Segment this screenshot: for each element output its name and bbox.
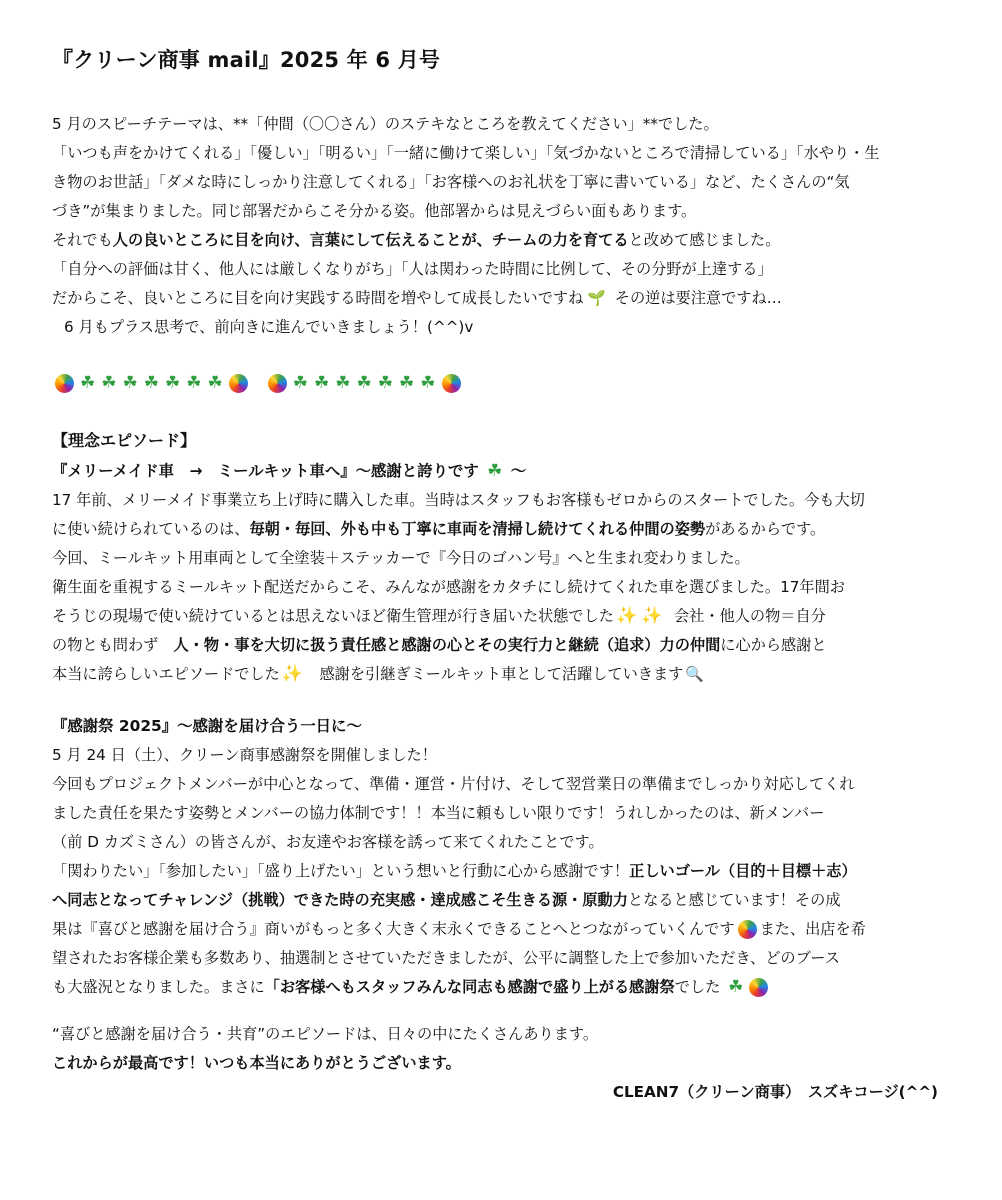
episode-2-line-6-emphasis: へ同志となってチャレンジ（挑戦）できた時の充実感・達成感こそ生きる源・原動力 (52, 891, 628, 909)
closing-line-2: これからが最高です！いつも本当にありがとうございます。 (52, 1054, 461, 1072)
episode-1-line-5b: 会社・他人の物＝自分 (673, 607, 826, 625)
intro-line-5c: と改めて感じました。 (628, 231, 781, 249)
episode-2-line-9c: でした (674, 978, 721, 996)
episode-2-line-2: 今回もプロジェクトメンバーが中心となって、準備・運営・片付け、そして翌営業日の準備までしっかり対応してくれ (52, 775, 855, 793)
episode-2-line-7b: また、出店を希 (759, 920, 866, 938)
decorative-divider (52, 370, 958, 396)
clover-icon: ☘ (101, 372, 117, 393)
episode-2-line-1: 5 月 24 日（土）、クリーン商事感謝祭を開催しました！ (52, 746, 437, 764)
intro-line-7a: だからこそ、良いところに目を向け実践する時間を増やして成長したいですね (52, 289, 584, 307)
intro-line-5 (52, 226, 958, 255)
section-heading: 【理念エピソード】 (52, 431, 197, 450)
rainbow-icon (268, 374, 287, 393)
episode-1-heading-tail: ～ (510, 462, 527, 480)
episode-1-line-7b: 感謝を引継ぎミールキット車として活躍していきます (319, 665, 684, 683)
intro-line-1: 5 月のスピーチテーマは、**「仲間（〇〇さん）のステキなところを教えてください」**でした。 (52, 115, 719, 133)
episode-1-heading (52, 456, 958, 486)
episode-1-line-5a: そうじの現場で使い続けているとは思えないほど衛生管理が行き届いた状態でした (52, 607, 614, 625)
rainbow-icon (749, 978, 768, 997)
episode-2-line-3: ました責任を果たす姿勢とメンバーの協力体制です！！本当に頼もしい限りです！うれしかったのは、新メンバー (52, 804, 825, 822)
rainbow-icon (442, 374, 461, 393)
clover-icon: ☘ (399, 372, 415, 393)
signature: CLEAN7（クリーン商事） スズキコージ(^^) (612, 1083, 938, 1101)
intro-line-5-emphasis: 人の良いところに目を向け、言葉にして伝えることが、チームの力を育てる (112, 231, 629, 249)
episode-2-line-5a: 「関わりたい」「参加したい」「盛り上げたい」という想いと行動に心から感謝です！ (52, 862, 630, 880)
episode-2-line-9-emphasis: 「お客様へもスタッフみんな同志も感謝で盛り上がる感謝祭 (264, 978, 675, 996)
intro-line-4: づき”が集まりました。同じ部署だからこそ分かる姿。他部署からは見えづらい面もあります。 (52, 202, 697, 220)
clover-icon: ☘ (314, 372, 330, 393)
clover-icon: ☘ (80, 372, 96, 393)
clover-icon: ☘ (420, 372, 436, 393)
episode-2-line-7a: 果は『喜びと感謝を届け合う』商いがもっと多く大きく末永くできることへとつながっていくんです (52, 920, 735, 938)
intro-line-3: き物のお世話」「ダメな時にしっかり注意してくれる」「お客様へのお礼状を丁寧に書いている」など、たくさんの“気 (52, 173, 850, 191)
intro-line-7b: その逆は要注意ですね… (614, 289, 782, 307)
episode-1-line-1: 17 年前、メリーメイド事業立ち上げ時に購入した車。当時はスタッフもお客様もゼロからのスタートでした。今も大切 (52, 491, 865, 509)
clover-icon: ☘ (186, 372, 202, 393)
episode-1-line-2-emphasis: 毎朝・毎回、外も中も丁寧に車両を清掃し続けてくれる仲間の姿勢 (249, 520, 706, 538)
closing-line-1: “喜びと感謝を届け合う・共育”のエピソードは、日々の中にたくさんあります。 (52, 1025, 599, 1043)
rainbow-icon (229, 374, 248, 393)
episode-2-line-9a: も大盛況となりました。まさに (52, 978, 265, 996)
episode-1-line-5 (52, 602, 958, 631)
clover-icon: ☘ (165, 372, 181, 393)
seedling-icon: 🌱 (587, 289, 606, 307)
clover-icon: ☘ (377, 372, 393, 393)
magnifier-icon: 🔍 (685, 665, 705, 683)
philosophy-section (52, 426, 958, 689)
episode-1-line-4: 衛生面を重視するミールキット配送だからこそ、みんなが感謝をカタチにし続けてくれた車を選びました。17年間お (52, 578, 845, 596)
closing-section (52, 1020, 958, 1107)
episode-2-line-5-emphasis: 正しいゴール（目的＋目標＋志） (629, 862, 857, 880)
intro-line-8: 6 月もプラス思考で、前向きに進んでいきましょう！(^^)v (64, 318, 474, 336)
clover-icon: ☘ (122, 372, 138, 393)
clover-icon: ☘ (143, 372, 159, 393)
episode-1-line-6c: に心から感謝と (720, 636, 827, 654)
sparkle-icon: ✨ (641, 606, 663, 626)
rainbow-icon (55, 374, 74, 393)
episode-2-line-6 (52, 886, 958, 915)
episode-1-line-2 (52, 515, 958, 544)
rainbow-icon (738, 920, 757, 939)
episode-1-line-7a: 本当に誇らしいエピソードでした (52, 665, 280, 683)
divider-group-2 (265, 374, 464, 393)
episode-1-line-3: 今回、ミールキット用車両として全塗装＋ステッカーで『今日のゴハン号』へと生まれ変わりました。 (52, 549, 750, 567)
thanks-festival-section (52, 711, 958, 1002)
episode-1-line-7 (52, 660, 958, 689)
newsletter-title: 『クリーン商事 mail』2025 年 6 月号 (52, 48, 441, 72)
divider-group-1 (52, 374, 251, 393)
intro-line-5a: それでも (52, 231, 113, 249)
episode-1-line-6a: の物とも問わず (52, 636, 174, 654)
episode-2-line-4: （前 D カズミさん）の皆さんが、お友達やお客様を誘って来てくれたことです。 (52, 833, 604, 851)
episode-1-heading-text: 『メリーメイド車 → ミールキット車へ』～感謝と誇りです (52, 462, 479, 480)
episode-1-line-6-emphasis: 人・物・事を大切に扱う責任感と感謝の心とその実行力と継続（追求）力の仲間 (173, 636, 721, 654)
episode-2-line-9 (52, 973, 958, 1002)
episode-2-line-8: 望されたお客様企業も多数あり、抽選制とさせていただきましたが、公平に調整した上で参加いただき、どのブース (52, 949, 840, 967)
episode-2-line-7 (52, 915, 958, 944)
intro-line-7 (52, 284, 958, 313)
sparkle-icon: ✨ (615, 606, 638, 626)
intro-line-2: 「いつも声をかけてくれる」「優しい」「明るい」「一緒に働けて楽しい」「気づかないところで清掃している」「水やり・生 (52, 144, 880, 162)
intro-line-6: 「自分への評価は甘く、他人には厳しくなりがち」「人は関わった時間に比例して、その分野が上達する」 (52, 260, 773, 278)
intro-section (52, 110, 958, 342)
episode-1-line-2c: があるからです。 (705, 520, 826, 538)
clover-icon: ☘ (335, 372, 351, 393)
clover-icon: ☘ (487, 461, 503, 481)
episode-2-line-5 (52, 857, 958, 886)
clover-icon: ☘ (207, 372, 223, 393)
sparkle-icon: ✨ (281, 664, 303, 684)
episode-2-line-6b: となると感じています！その成 (627, 891, 841, 909)
episode-2-heading: 『感謝祭 2025』～感謝を届け合う一日に～ (52, 717, 362, 735)
episode-1-line-6 (52, 631, 958, 660)
clover-icon: ☘ (356, 372, 372, 393)
clover-icon: ☘ (292, 372, 308, 393)
episode-1-line-2a: に使い続けられているのは、 (52, 520, 250, 538)
clover-icon: ☘ (728, 977, 744, 997)
